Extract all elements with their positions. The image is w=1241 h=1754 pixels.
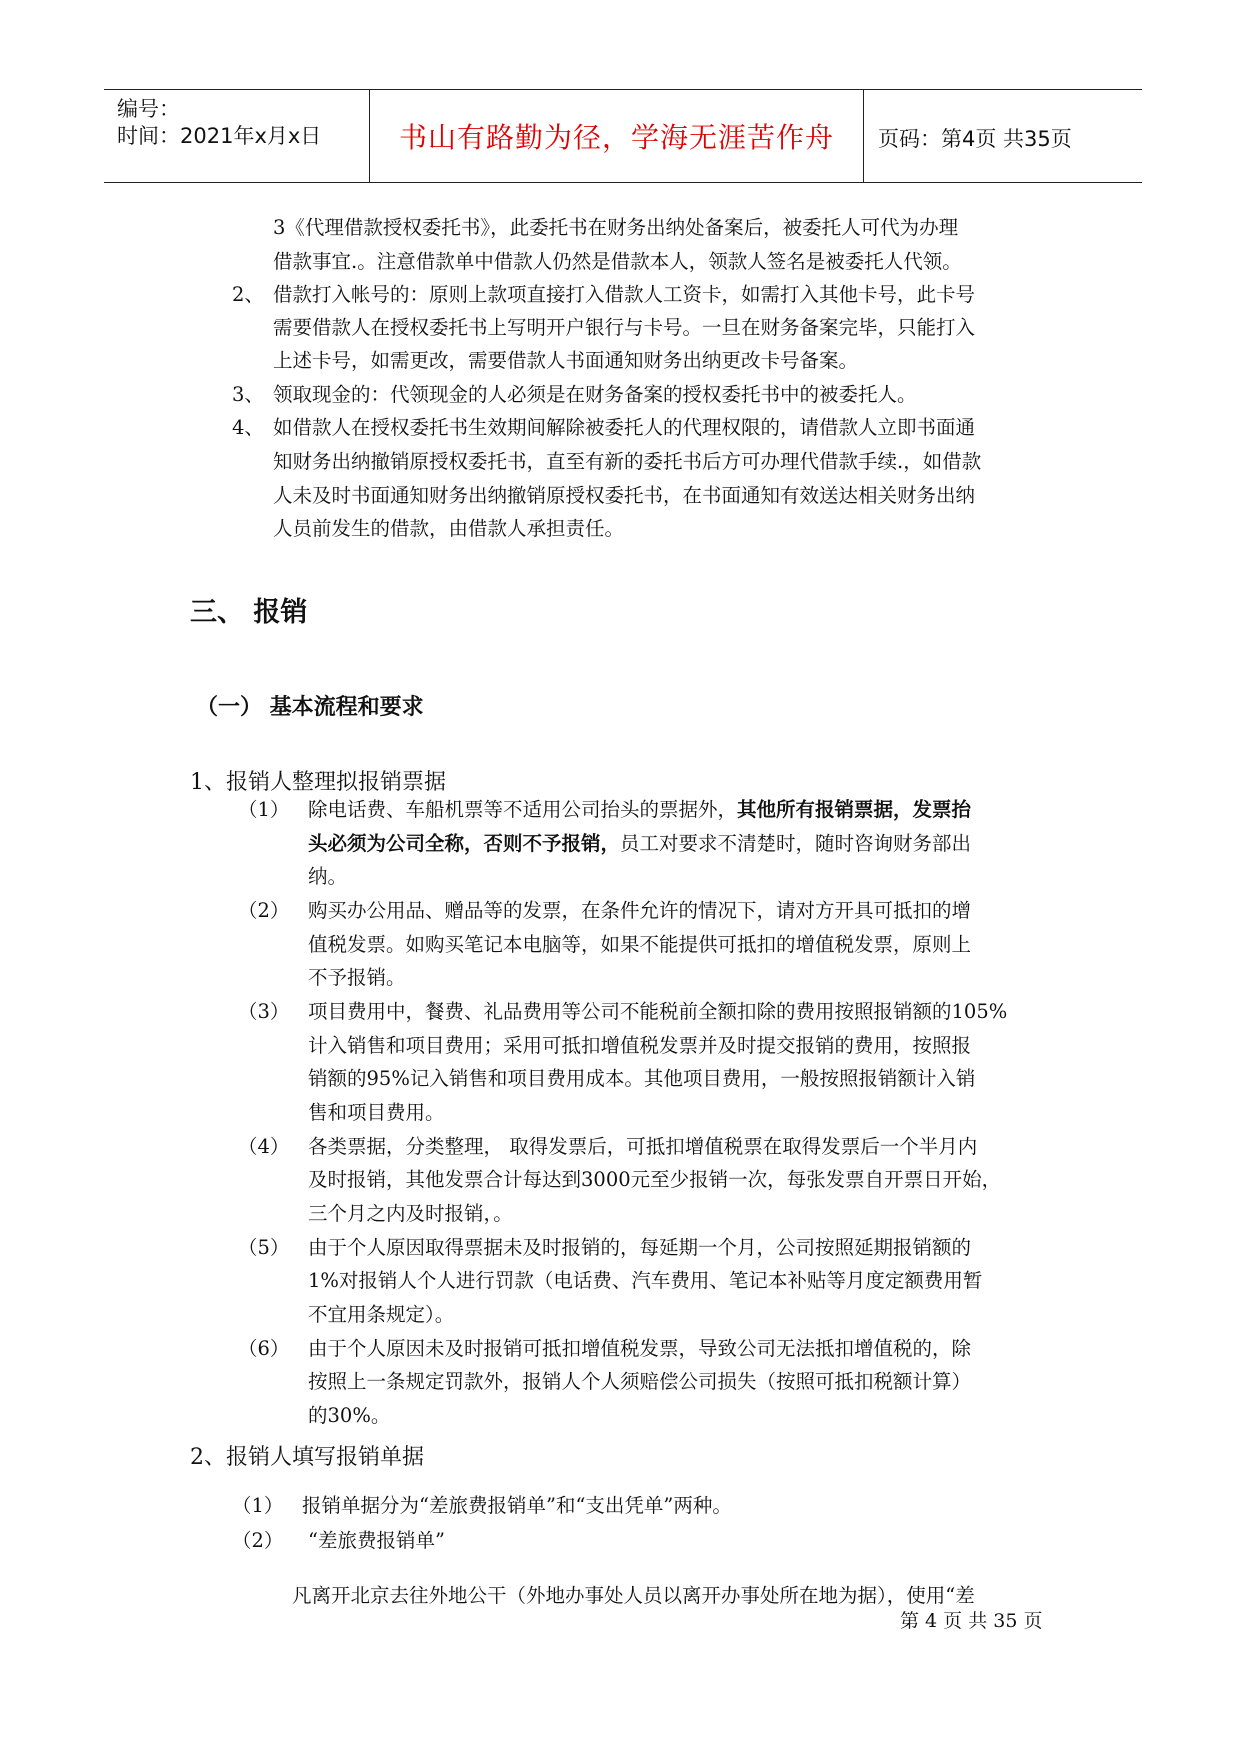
page-header bbox=[104, 89, 1142, 183]
list-item-line: 知财务出纳撤销原授权委托书，直至有新的委托书后方可办理代借款手续.，如借款 bbox=[273, 450, 982, 473]
point-line: 由于个人原因取得票据未及时报销的，每延期一个月，公司按照延期报销额的 bbox=[308, 1236, 972, 1259]
step-title: 2、报销人填写报销单据 bbox=[190, 1445, 424, 1470]
list-item-line: 需要借款人在授权委托书上写明开户银行与卡号。一旦在财务备案完毕，只能打入 bbox=[273, 316, 976, 339]
list-item-line: 如借款人在授权委托书生效期间解除被委托人的代理权限的，请借款人立即书面通 bbox=[273, 416, 976, 439]
list-item-line: 上述卡号，如需更改，需要借款人书面通知财务出纳更改卡号备案。 bbox=[273, 349, 859, 372]
list-item-line: 人未及时书面通知财务出纳撤销原授权委托书，在书面通知有效送达相关财务出纳 bbox=[273, 484, 976, 507]
document-time: 时间：2021年x月x日 bbox=[117, 124, 322, 148]
point-line: 销额的95%记入销售和项目费用成本。其他项目费用，一般按照报销额计入销 bbox=[308, 1067, 976, 1090]
point-line: 的30%。 bbox=[308, 1404, 391, 1427]
point-line: 计入销售和项目费用；采用可抵扣增值税发票并及时提交报销的费用，按照报 bbox=[308, 1034, 972, 1057]
point-line: 购买办公用品、赠品等的发票，在条件允许的情况下，请对方开具可抵扣的增 bbox=[308, 899, 972, 922]
point-line: 按照上一条规定罚款外，报销人个人须赔偿公司损失（按照可抵扣税额计算） bbox=[308, 1370, 972, 1393]
list-item-number: 4、 bbox=[232, 416, 264, 439]
point-line: 不予报销。 bbox=[308, 966, 406, 989]
list-item-number: 2、 bbox=[232, 283, 264, 306]
point-number: （2） bbox=[238, 899, 290, 922]
point-line: 三个月之内及时报销，。 bbox=[308, 1202, 513, 1225]
point-number: （5） bbox=[238, 1236, 290, 1259]
point-number: （1） bbox=[232, 1494, 284, 1517]
list-item-line: 借款打入帐号的：原则上款项直接打入借款人工资卡，如需打入其他卡号，此卡号 bbox=[273, 283, 976, 306]
step-title: 1、报销人整理拟报销票据 bbox=[190, 770, 446, 795]
header-page-number: 页码：第4页 共35页 bbox=[878, 127, 1072, 151]
point-text: 除电话费、车船机票等不适用公司抬头的票据外， bbox=[308, 798, 738, 821]
document-number: 编号： bbox=[117, 97, 180, 121]
subsection-title: （一） 基本流程和要求 bbox=[196, 695, 424, 720]
intro-line: 3《代理借款授权委托书》，此委托书在财务出纳处备案后，被委托人可代为办理 bbox=[273, 216, 959, 239]
point-line: 不宜用条规定）。 bbox=[308, 1303, 455, 1326]
point-number: （4） bbox=[238, 1135, 290, 1158]
point-line: 1%对报销人个人进行罚款（电话费、汽车费用、笔记本补贴等月度定额费用暂 bbox=[308, 1269, 983, 1292]
intro-line: 借款事宜.。注意借款单中借款人仍然是借款本人，领款人签名是被委托人代领。 bbox=[273, 250, 962, 273]
point-line: 项目费用中，餐费、礼品费用等公司不能税前全额扣除的费用按照报销额的105% bbox=[308, 1000, 1008, 1023]
header-middle-cell bbox=[370, 90, 864, 182]
point-line bbox=[308, 834, 971, 854]
paragraph-line: 凡离开北京去往外地公干（外地办事处人员以离开办事处所在地为据），使用“差 bbox=[292, 1584, 975, 1607]
point-line: 及时报销，其他发票合计每达到3000元至少报销一次，每张发票自开票日开始， bbox=[308, 1168, 1002, 1191]
point-line bbox=[308, 800, 971, 820]
point-line: 值税发票。如购买笔记本电脑等，如果不能提供可抵扣的增值税发票，原则上 bbox=[308, 933, 972, 956]
point-line: “差旅费报销单” bbox=[308, 1529, 445, 1552]
point-number: （2） bbox=[232, 1529, 284, 1552]
point-number: （6） bbox=[238, 1337, 290, 1360]
header-motto: 书山有路勤为径，学海无涯苦作舟 bbox=[398, 121, 834, 154]
point-number: （3） bbox=[238, 1000, 290, 1023]
point-text: 员工对要求不清楚时，随时咨询财务部出 bbox=[620, 832, 972, 855]
point-line: 由于个人原因未及时报销可抵扣增值税发票，导致公司无法抵扣增值税的，除 bbox=[308, 1337, 972, 1360]
page-footer: 第 4 页 共 35 页 bbox=[900, 1610, 1043, 1632]
point-line: 纳。 bbox=[308, 865, 348, 888]
point-number: （1） bbox=[238, 798, 290, 821]
list-item-line: 领取现金的：代领现金的人必须是在财务备案的授权委托书中的被委托人。 bbox=[273, 383, 917, 406]
point-line: 各类票据，分类整理， 取得发票后，可抵扣增值税票在取得发票后一个半月内 bbox=[308, 1135, 978, 1158]
header-right-cell bbox=[864, 90, 1142, 182]
section-title: 三、 报销 bbox=[190, 597, 308, 628]
point-line: 售和项目费用。 bbox=[308, 1101, 445, 1124]
point-emphasis: 头必须为公司全称，否则不予报销， bbox=[308, 832, 621, 855]
point-emphasis: 其他所有报销票据，发票抬 bbox=[737, 798, 972, 821]
list-item-line: 人员前发生的借款，由借款人承担责任。 bbox=[273, 517, 625, 540]
header-left-cell bbox=[104, 90, 370, 182]
point-line: 报销单据分为“差旅费报销单”和“支出凭单”两种。 bbox=[302, 1494, 732, 1517]
list-item-number: 3、 bbox=[232, 383, 264, 406]
